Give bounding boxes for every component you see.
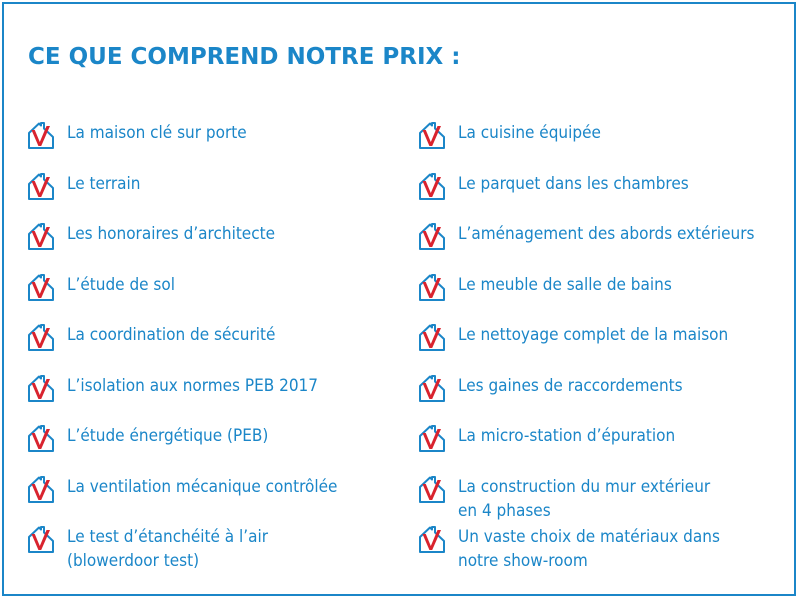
page-title: CE QUE COMPREND NOTRE PRIX :	[28, 44, 461, 70]
list-item	[417, 169, 797, 220]
house-check-icon	[26, 272, 56, 302]
list-item-label: La cuisine équipée	[458, 123, 601, 143]
included-items-right-column	[417, 118, 797, 573]
list-item	[26, 522, 398, 573]
house-check-icon	[26, 322, 56, 352]
list-item-label: Le terrain	[67, 173, 141, 194]
list-item	[417, 472, 797, 523]
list-item	[26, 320, 398, 371]
list-item	[26, 472, 398, 523]
list-item-label: Un vaste choix de matériaux dans notre show-room	[458, 527, 720, 571]
list-item-label: Le test d’étanchéité à l’air (blowerdoor test)	[67, 527, 269, 571]
list-item-label: La maison clé sur porte	[67, 123, 247, 143]
house-check-icon	[417, 373, 447, 403]
house-check-icon	[417, 272, 447, 302]
list-item-label: La coordination de sécurité	[67, 325, 276, 345]
list-item	[417, 522, 797, 573]
list-item-label: La ventilation mécanique contrôlée	[67, 476, 338, 497]
house-check-icon	[417, 221, 447, 251]
list-item-label: Le parquet dans les chambres	[458, 173, 689, 194]
list-item-label: L’étude de sol	[67, 274, 176, 295]
house-check-icon	[417, 524, 447, 554]
content-frame	[2, 2, 796, 596]
house-check-icon	[26, 423, 56, 453]
house-check-icon	[26, 221, 56, 251]
house-check-icon	[26, 373, 56, 403]
list-item	[417, 219, 797, 270]
house-check-icon	[417, 171, 447, 201]
list-item	[417, 320, 797, 371]
house-check-icon	[26, 120, 56, 150]
house-check-icon	[417, 120, 447, 150]
list-item-label: L’aménagement des abords extérieurs	[458, 224, 755, 244]
house-check-icon	[26, 524, 56, 554]
list-item-label: L’étude énergétique (PEB)	[67, 426, 269, 446]
list-item-label: L’isolation aux normes PEB 2017	[67, 375, 319, 396]
list-item	[26, 421, 398, 472]
list-item-label: Le meuble de salle de bains	[458, 274, 672, 295]
list-item	[26, 169, 398, 220]
list-item	[26, 270, 398, 321]
house-check-icon	[26, 171, 56, 201]
list-item	[26, 371, 398, 422]
list-item-label: Les honoraires d’architecte	[67, 224, 276, 244]
included-items-left-column	[26, 118, 398, 573]
list-item-label: La micro-station d’épuration	[458, 426, 676, 446]
list-item	[26, 219, 398, 270]
list-item	[417, 421, 797, 472]
list-item-label: Les gaines de raccordements	[458, 375, 683, 396]
list-item-label: Le nettoyage complet de la maison	[458, 325, 729, 345]
house-check-icon	[417, 322, 447, 352]
house-check-icon	[417, 423, 447, 453]
list-item	[26, 118, 398, 169]
list-item	[417, 371, 797, 422]
house-check-icon	[417, 474, 447, 504]
house-check-icon	[26, 474, 56, 504]
list-item	[417, 270, 797, 321]
list-item-label: La construction du mur extérieur en 4 phases	[458, 476, 711, 521]
list-item	[417, 118, 797, 169]
